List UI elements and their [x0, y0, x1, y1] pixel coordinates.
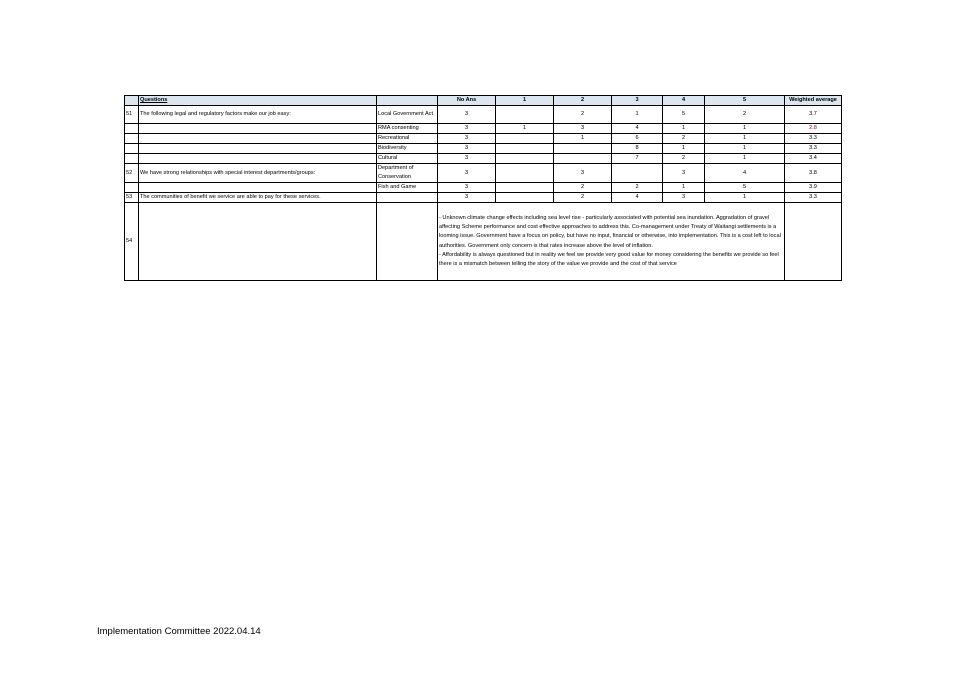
score-5-cell: 2: [705, 106, 785, 124]
score-4-cell: 3: [663, 193, 705, 203]
header-factor: [377, 96, 438, 106]
no-ans-cell: 3: [438, 164, 496, 183]
score-3-cell: 1: [612, 106, 663, 124]
question-number: [125, 144, 139, 154]
header-num: [125, 96, 139, 106]
score-1-cell: [496, 106, 554, 124]
score-5-cell: 5: [705, 183, 785, 193]
score-5-cell: 1: [705, 154, 785, 164]
score-3-cell: 4: [612, 193, 663, 203]
table-row: [125, 134, 842, 144]
weighted-average-cell: 3.3: [785, 193, 842, 203]
comment-text: - Affordability is always questioned but in reality we feel we provide very good value for money considering the benefits we provide so feel there is a mismatch between telling the story of the value we provide and the cost of that service: [439, 251, 779, 267]
no-ans-cell: 3: [438, 106, 496, 124]
score-4-cell: 1: [663, 183, 705, 193]
score-3-cell: 8: [612, 144, 663, 154]
score-4-cell: 1: [663, 144, 705, 154]
factor-label: RMA consenting: [377, 124, 438, 134]
no-ans-cell: 3: [438, 154, 496, 164]
score-1-cell: 1: [496, 124, 554, 134]
question-number: 53: [125, 193, 139, 203]
no-ans-cell: 3: [438, 183, 496, 193]
survey-results-table: [124, 95, 842, 281]
table-row: [125, 154, 842, 164]
question-text: The following legal and regulatory factors make our job easy:: [139, 106, 377, 124]
factor-label: [377, 203, 438, 281]
comments-cell: [438, 203, 785, 281]
header-weighted-average: Weighted average: [785, 96, 842, 106]
weighted-average-cell: 3.9: [785, 183, 842, 193]
header-2: 2: [554, 96, 612, 106]
factor-label: [377, 193, 438, 203]
factor-label: Recreational: [377, 134, 438, 144]
question-text: [139, 154, 377, 164]
table-row: [125, 183, 842, 193]
table-row: [125, 203, 842, 281]
weighted-average-cell: 3.3: [785, 134, 842, 144]
weighted-average-cell: [785, 203, 842, 281]
score-4-cell: 2: [663, 134, 705, 144]
score-3-cell: [612, 164, 663, 183]
score-2-cell: [554, 144, 612, 154]
table-row: [125, 193, 842, 203]
score-2-cell: 2: [554, 106, 612, 124]
question-text: [139, 134, 377, 144]
header-questions: Questions: [139, 96, 377, 106]
header-3: 3: [612, 96, 663, 106]
factor-label: Cultural: [377, 154, 438, 164]
weighted-average-cell: 3.3: [785, 144, 842, 154]
question-text: The communities of benefit we service are able to pay for these services.: [139, 193, 377, 203]
header-4: 4: [663, 96, 705, 106]
score-3-cell: 6: [612, 134, 663, 144]
score-2-cell: 1: [554, 134, 612, 144]
question-number: [125, 183, 139, 193]
question-number: 51: [125, 106, 139, 124]
score-4-cell: 1: [663, 124, 705, 134]
question-text: [139, 183, 377, 193]
score-5-cell: 1: [705, 134, 785, 144]
comment-text: - Unknown climate change effects including sea level rise - particularly associated with potential sea inundation. Aggradation of gravel affecting Scheme performance and cost effective approaches to address this. Co-management under Treaty of Waitangi settlements is a looming issue. Government have a focus on policy, but have no input, financial or otherwise, into implementation. This is a cost left to local authorities. Government only concern is that rates increase above the level of inflation.: [439, 214, 781, 249]
question-number: [125, 134, 139, 144]
page-footer: Implementation Committee 2022.04.14: [97, 626, 261, 637]
score-3-cell: 2: [612, 183, 663, 193]
factor-label: Fish and Game: [377, 183, 438, 193]
no-ans-cell: 3: [438, 193, 496, 203]
score-2-cell: 2: [554, 183, 612, 193]
no-ans-cell: 3: [438, 134, 496, 144]
weighted-average-cell: 3.7: [785, 106, 842, 124]
score-3-cell: 4: [612, 124, 663, 134]
score-4-cell: 5: [663, 106, 705, 124]
question-text: We have strong relationships with special interest departments/groups:: [139, 164, 377, 183]
header-5: 5: [705, 96, 785, 106]
question-number: [125, 154, 139, 164]
score-3-cell: 7: [612, 154, 663, 164]
score-5-cell: 1: [705, 124, 785, 134]
score-2-cell: 3: [554, 124, 612, 134]
weighted-average-cell: 2.8: [785, 124, 842, 134]
no-ans-cell: 3: [438, 124, 496, 134]
question-text: [139, 124, 377, 134]
table-row: [125, 144, 842, 154]
header-row: [125, 96, 842, 106]
score-1-cell: [496, 193, 554, 203]
score-4-cell: 3: [663, 164, 705, 183]
factor-label: Department of Conservation: [377, 164, 438, 183]
score-1-cell: [496, 154, 554, 164]
score-1-cell: [496, 144, 554, 154]
header-no-ans: No Ans: [438, 96, 496, 106]
score-2-cell: [554, 154, 612, 164]
score-4-cell: 2: [663, 154, 705, 164]
score-5-cell: 4: [705, 164, 785, 183]
question-number: [125, 124, 139, 134]
question-text: [139, 203, 377, 281]
question-number: 54: [125, 203, 139, 281]
factor-label: Local Government Act: [377, 106, 438, 124]
score-1-cell: [496, 164, 554, 183]
table-row: [125, 106, 842, 124]
score-2-cell: 2: [554, 193, 612, 203]
question-text: [139, 144, 377, 154]
table-row: [125, 164, 842, 183]
score-5-cell: 1: [705, 193, 785, 203]
question-number: 52: [125, 164, 139, 183]
factor-label: Biodiversity: [377, 144, 438, 154]
table-row: [125, 124, 842, 134]
weighted-average-cell: 3.8: [785, 164, 842, 183]
no-ans-cell: 3: [438, 144, 496, 154]
score-1-cell: [496, 183, 554, 193]
weighted-average-cell: 3.4: [785, 154, 842, 164]
score-2-cell: 3: [554, 164, 612, 183]
header-1: 1: [496, 96, 554, 106]
score-5-cell: 1: [705, 144, 785, 154]
score-1-cell: [496, 134, 554, 144]
